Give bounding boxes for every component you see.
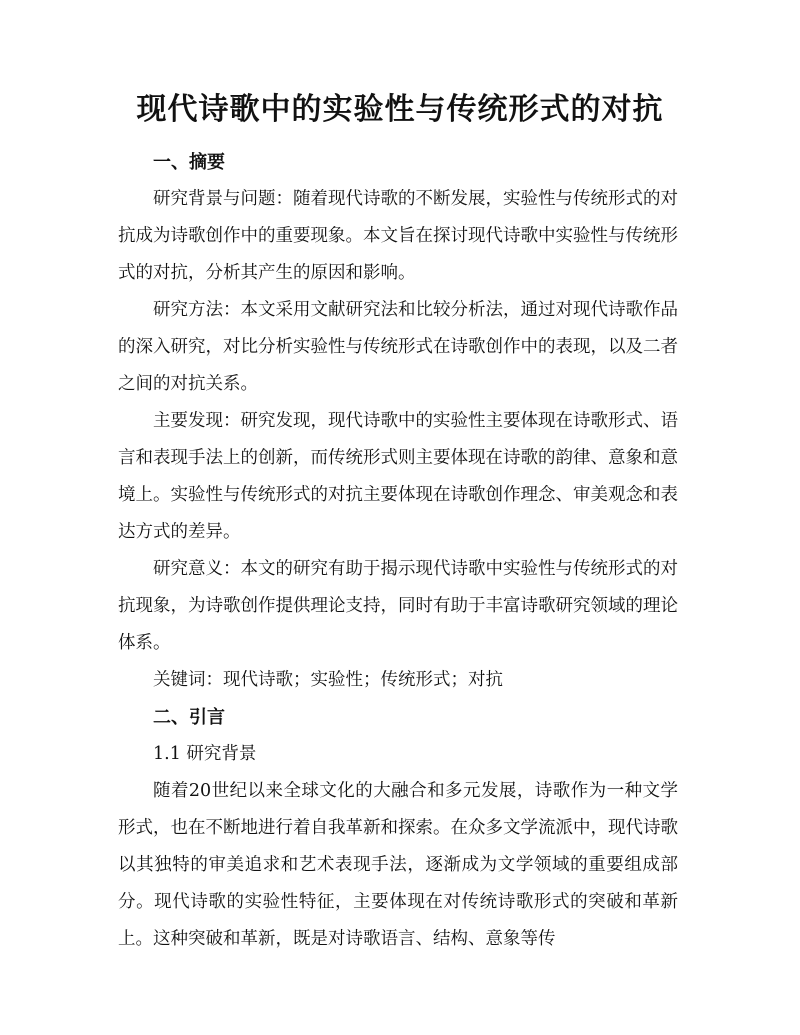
section-heading-introduction: 二、引言 xyxy=(153,707,225,728)
abstract-findings-paragraph: 主要发现：研究发现，现代诗歌中的实验性主要体现在诗歌形式、语言和表现手法上的创新，而传统形式则主要体现在诗歌的韵律、意象和意境上。实验性与传统形式的对抗主要体现在诗歌创作理念、审美观念和表达方式的差异。 xyxy=(118,411,678,542)
section-heading-abstract: 一、摘要 xyxy=(153,152,225,173)
document-body xyxy=(118,144,678,958)
keywords-line: 关键词：现代诗歌；实验性；传统形式；对抗 xyxy=(153,670,503,690)
subsection-heading-research-background: 1.1 研究背景 xyxy=(153,744,257,764)
abstract-method-paragraph: 研究方法：本文采用文献研究法和比较分析法，通过对现代诗歌作品的深入研究，对比分析实验性与传统形式在诗歌创作中的表现，以及二者之间的对抗关系。 xyxy=(118,300,678,394)
abstract-background-paragraph: 研究背景与问题：随着现代诗歌的不断发展，实验性与传统形式的对抗成为诗歌创作中的重要现象。本文旨在探讨现代诗歌中实验性与传统形式的对抗，分析其产生的原因和影响。 xyxy=(118,189,678,283)
document-title: 现代诗歌中的实验性与传统形式的对抗 xyxy=(136,92,664,127)
abstract-significance-paragraph: 研究意义：本文的研究有助于揭示现代诗歌中实验性与传统形式的对抗现象，为诗歌创作提供理论支持，同时有助于丰富诗歌研究领域的理论体系。 xyxy=(118,559,678,653)
introduction-paragraph: 随着20世纪以来全球文化的大融合和多元发展，诗歌作为一种文学形式，也在不断地进行着自我革新和探索。在众多文学流派中，现代诗歌以其独特的审美追求和艺术表现手法，逐渐成为文学领域的重要组成部分。现代诗歌的实验性特征，主要体现在对传统诗歌形式的突破和革新上。这种突破和革新，既是对诗歌语言、结构、意象等传 xyxy=(118,781,678,949)
